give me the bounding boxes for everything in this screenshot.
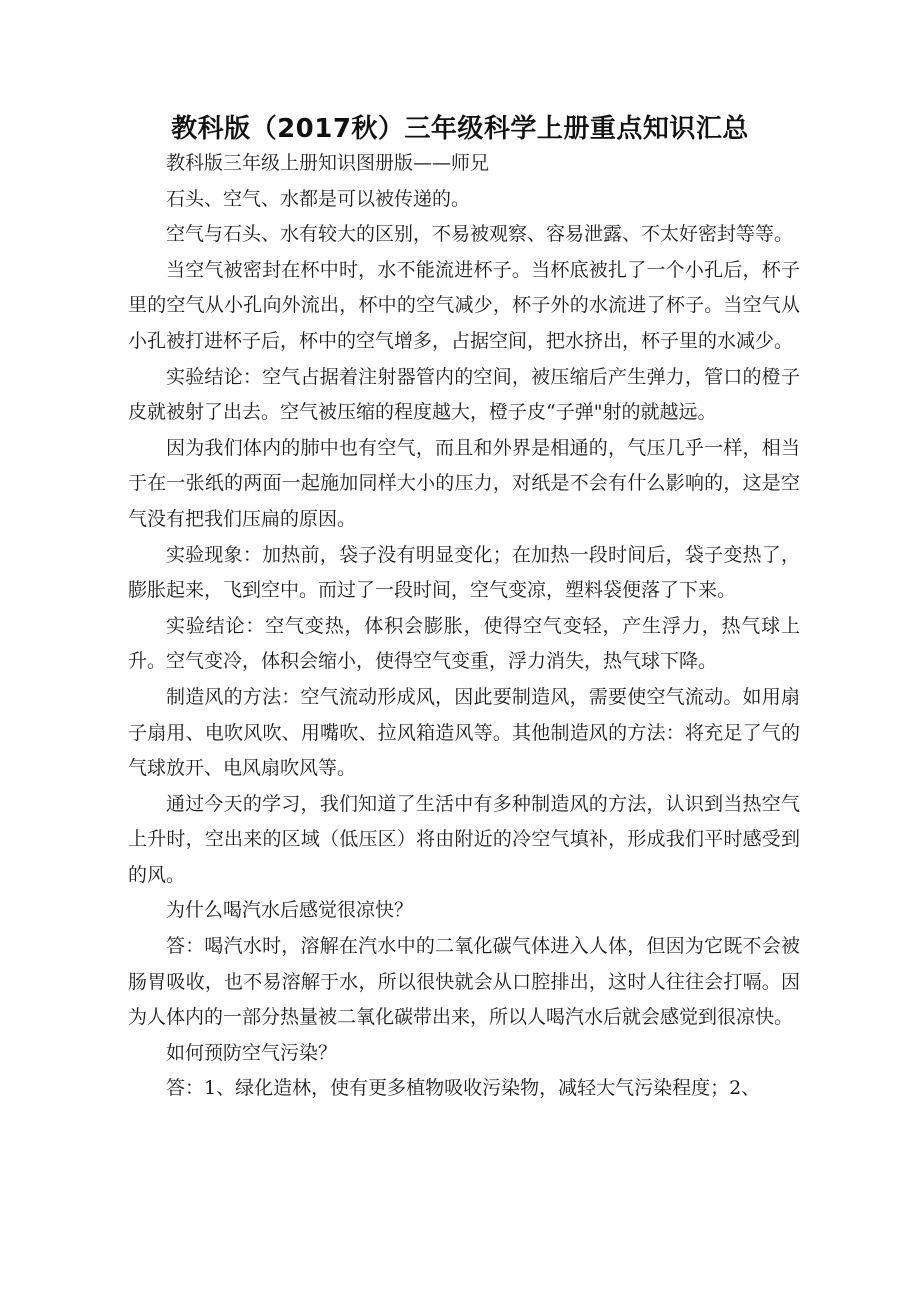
paragraph-subtitle: 教科版三年级上册知识图册版——师兄 [166, 152, 490, 174]
paragraph: 实验结论：空气占据着注射器管内的空间，被压缩后产生弹力，管口的橙子皮就被射了出去。空气被压缩的程度越大，橙子皮“子弹"射的就越远。 [128, 365, 800, 424]
document-body [128, 146, 800, 1107]
paragraph: 空气与石头、水有较大的区别，不易被观察、容易泄露、不太好密封等等。 [166, 223, 794, 246]
paragraph: 实验结论：空气变热，体积会膨胀，使得空气变轻，产生浮力，热气球上升。空气变冷，体积会缩小，使得空气变重，浮力消失，热气球下降。 [128, 614, 800, 673]
answer-paragraph: 答：1、绿化造林，使有更多植物吸收污染物，减轻大气污染程度；2、 [166, 1077, 761, 1100]
paragraph: 因为我们体内的肺中也有空气，而且和外界是相通的，气压几乎一样，相当于在一张纸的两面一起施加同样大小的压力，对纸是不会有什么影响的，这是空气没有把我们压扁的原因。 [128, 436, 800, 530]
paragraph: 通过今天的学习，我们知道了生活中有多种制造风的方法，认识到当热空气上升时，空出来的区域（低压区）将由附近的冷空气填补，形成我们平时感受到的风。 [128, 792, 800, 886]
paragraph: 石头、空气、水都是可以被传递的。 [166, 187, 471, 210]
document-title: 教科版（2017秋）三年级科学上册重点知识汇总 [171, 114, 749, 144]
paragraph: 制造风的方法：空气流动形成风，因此要制造风，需要使空气流动。如用扇子扇用、电吹风吹、用嘴吹、拉风箱造风等。其他制造风的方法：将充足了气的气球放开、电风扇吹风等。 [128, 685, 800, 780]
paragraph: 当空气被密封在杯中时，水不能流进杯子。当杯底被扎了一个小孔后，杯子里的空气从小孔向外流出，杯中的空气减少，杯子外的水流进了杯子。当空气从小孔被打进杯子后，杯中的空气增多，占据空间，把水挤出，杯子里的水减少。 [128, 258, 800, 352]
answer-paragraph: 答：喝汽水时，溶解在汽水中的二氧化碳气体进入人体，但因为它既不会被肠胃吸收，也不易溶解于水，所以很快就会从口腔排出，这时人往往会打嗝。因为人体内的一部分热量被二氧化碳带出来，所以人喝汽水后就会感觉到很凉快。 [128, 935, 800, 1029]
question-heading: 如何预防空气污染？ [166, 1041, 338, 1064]
question-heading: 为什么喝汽水后感觉很凉快？ [166, 899, 414, 922]
paragraph: 实验现象：加热前，袋子没有明显变化；在加热一段时间后，袋子变热了，膨胀起来，飞到空中。而过了一段时间，空气变凉，塑料袋便落了下来。 [128, 543, 800, 602]
